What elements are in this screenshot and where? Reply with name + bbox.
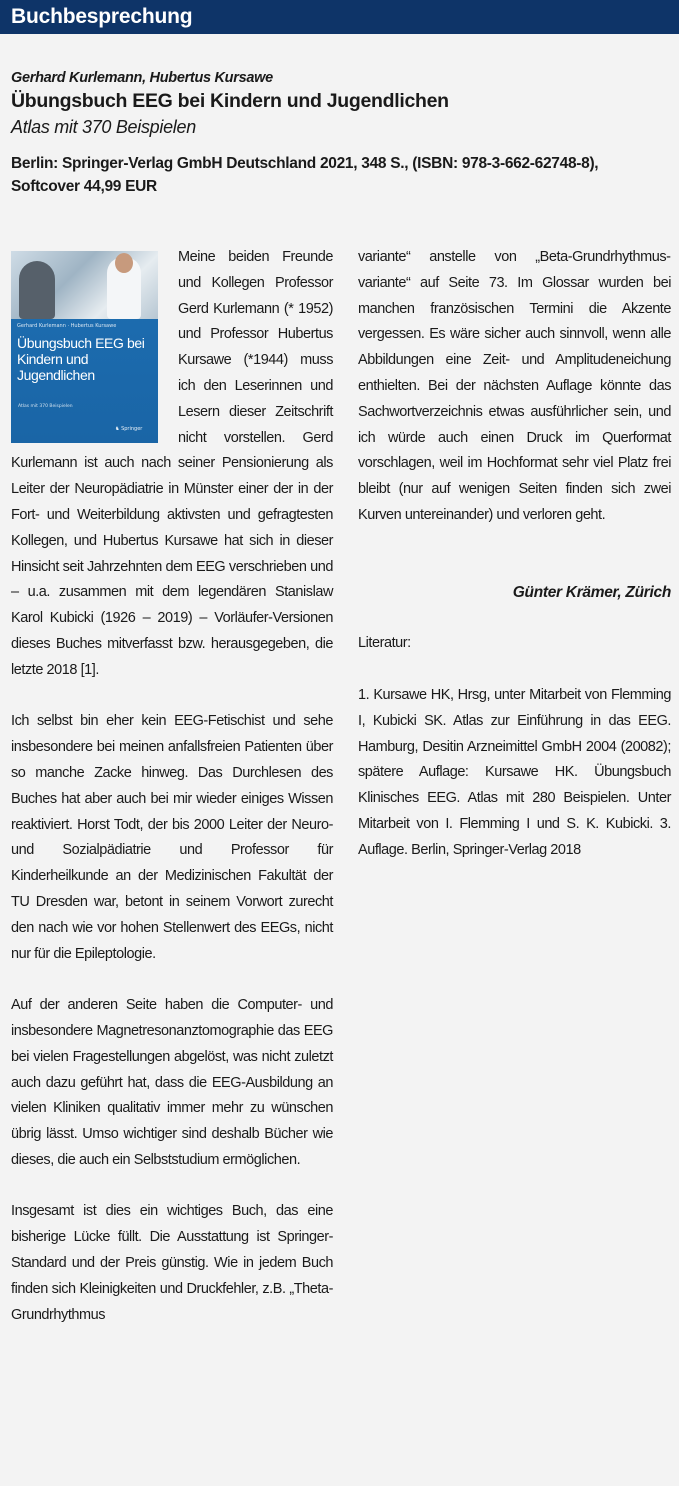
book-cover-image [11,251,158,443]
book-title: Übungsbuch EEG bei Kindern und Jugendlichen [11,90,449,112]
cover-publisher-name: Springer [121,426,143,432]
cover-title: Übungsbuch EEG bei Kindern und Jugendlichen [17,335,145,383]
cover-photo [11,251,158,319]
cover-authors: Gerhard Kurlemann · Hubertus Kursawe [17,323,117,329]
cover-doctor-head [115,253,133,273]
reviewer-signature: Günter Krämer, Zürich [512,583,671,601]
book-subtitle: Atlas mit 370 Beispielen [11,117,196,137]
cover-child-figure [19,261,55,319]
section-header [0,0,679,34]
article-paragraph-1: Meine beiden Freunde und Kollegen Professor Gerd Kurlemann (* 1952) und Professor Hubertus Kursawe (*1944) muss ich den Leserinnen und Lesern dieser Zeitschrift nicht vorstellen. Gerd Kurlemann ist auch nach seiner Pensionierung als Leiter der Neuropädiatrie in Münster einer der in der Fort- und Weiterbildung aktivsten und gefragtesten Kollegen, und Hubertus Kursawe hat sich in dieser Hinsicht seit Jahrzehnten dem EEG verschrieben und – u.a. zusammen mit dem legendären Stanislaw Karol Kubicki (1926 – 2019) – Vorläufer-Versionen dieses Buches mitverfasst bzw. herausgegeben, die letzte 2018 [1]. [11,249,333,678]
right-column [358,245,671,864]
publication-info: Berlin: Springer-Verlag GmbH Deutschland 2021, 348 S., (ISBN: 978-3-662-62748-8), Softcover 44,99 EUR [11,155,599,195]
book-bibliography [11,68,671,198]
cover-subtitle: Atlas mit 370 Beispielen [18,404,73,409]
cover-publisher-logo [115,426,142,432]
article-paragraph-4-continued: variante“ anstelle von „Beta-Grundrhythmusvariante“ auf Seite 73. Im Glossar wurden bei manchen französischen Termini die Akzente vergessen. Es wäre sicher auch sinnvoll, wenn alle Abbildungen eine Zeit- und Amplitudeneichung enthielten. Bei der nächsten Auflage könnte das Sachwortverzeichnis etwas ausführlicher sein, und ich würde auch einen Druck im Querformat vorschlagen, weil im Hochformat sehr viel Platz frei bleibt (nur auf wenigen Seiten finden sich zwei Kurven untereinander) und verloren geht. [358,249,671,523]
article-paragraph-2: Ich selbst bin eher kein EEG-Fetischist und sehe insbesondere bei meinen anfallsfreien Patienten über so manche Zacke hinweg. Das Durchlesen des Buches hat aber auch bei mir wieder einiges Wissen reaktiviert. Horst Todt, der bis 2000 Leiter der Neuro- und Sozialpädiatrie und Professor für Kinderheilkunde an der Medizinischen Fakultät der TU Dresden war, betont in seinem Vorwort zurecht den nach wie vor hohen Stellenwert des EEGs, nicht nur für die Epileptologie. [11,713,333,962]
springer-horse-icon: ♞ [115,426,120,432]
article-paragraph-3: Auf der anderen Seite haben die Computer- und insbesondere Magnetresonanztomographie das EEG bei vielen Fragestellungen abgelöst, was nicht zuletzt auch dazu geführt hat, dass die EEG-Ausbildung an vielen Kliniken qualitativ immer mehr zu wünschen übrig lässt. Umso wichtiger sind deshalb Bücher wie dieses, die auch ein Selbststudium ermöglichen. [11,997,333,1168]
left-column [11,245,333,1328]
section-title: Buchbesprechung [11,5,193,28]
literature-entry-1: 1. Kursawe HK, Hrsg, unter Mitarbeit von Flemming I, Kubicki SK. Atlas zur Einführung in das EEG. Hamburg, Desitin Arzneimittel GmbH 2004 (20082); spätere Auflage: Kursawe HK. Übungsbuch Klinisches EEG. Atlas mit 280 Beispielen. Unter Mitarbeit von I. Flemming I und S. K. Kubicki. 3. Auflage. Berlin, Springer-Verlag 2018 [358,686,671,858]
article-paragraph-4: Insgesamt ist dies ein wichtiges Buch, das eine bisherige Lücke füllt. Die Ausstattung ist Springer-Standard und der Preis günstig. Wie in jedem Buch finden sich Kleinigkeiten und Druckfehler, z.B. „Theta-Grundrhythmus [11,1203,333,1323]
book-authors: Gerhard Kurlemann, Hubertus Kursawe [11,70,273,86]
literature-heading: Literatur: [358,635,411,652]
